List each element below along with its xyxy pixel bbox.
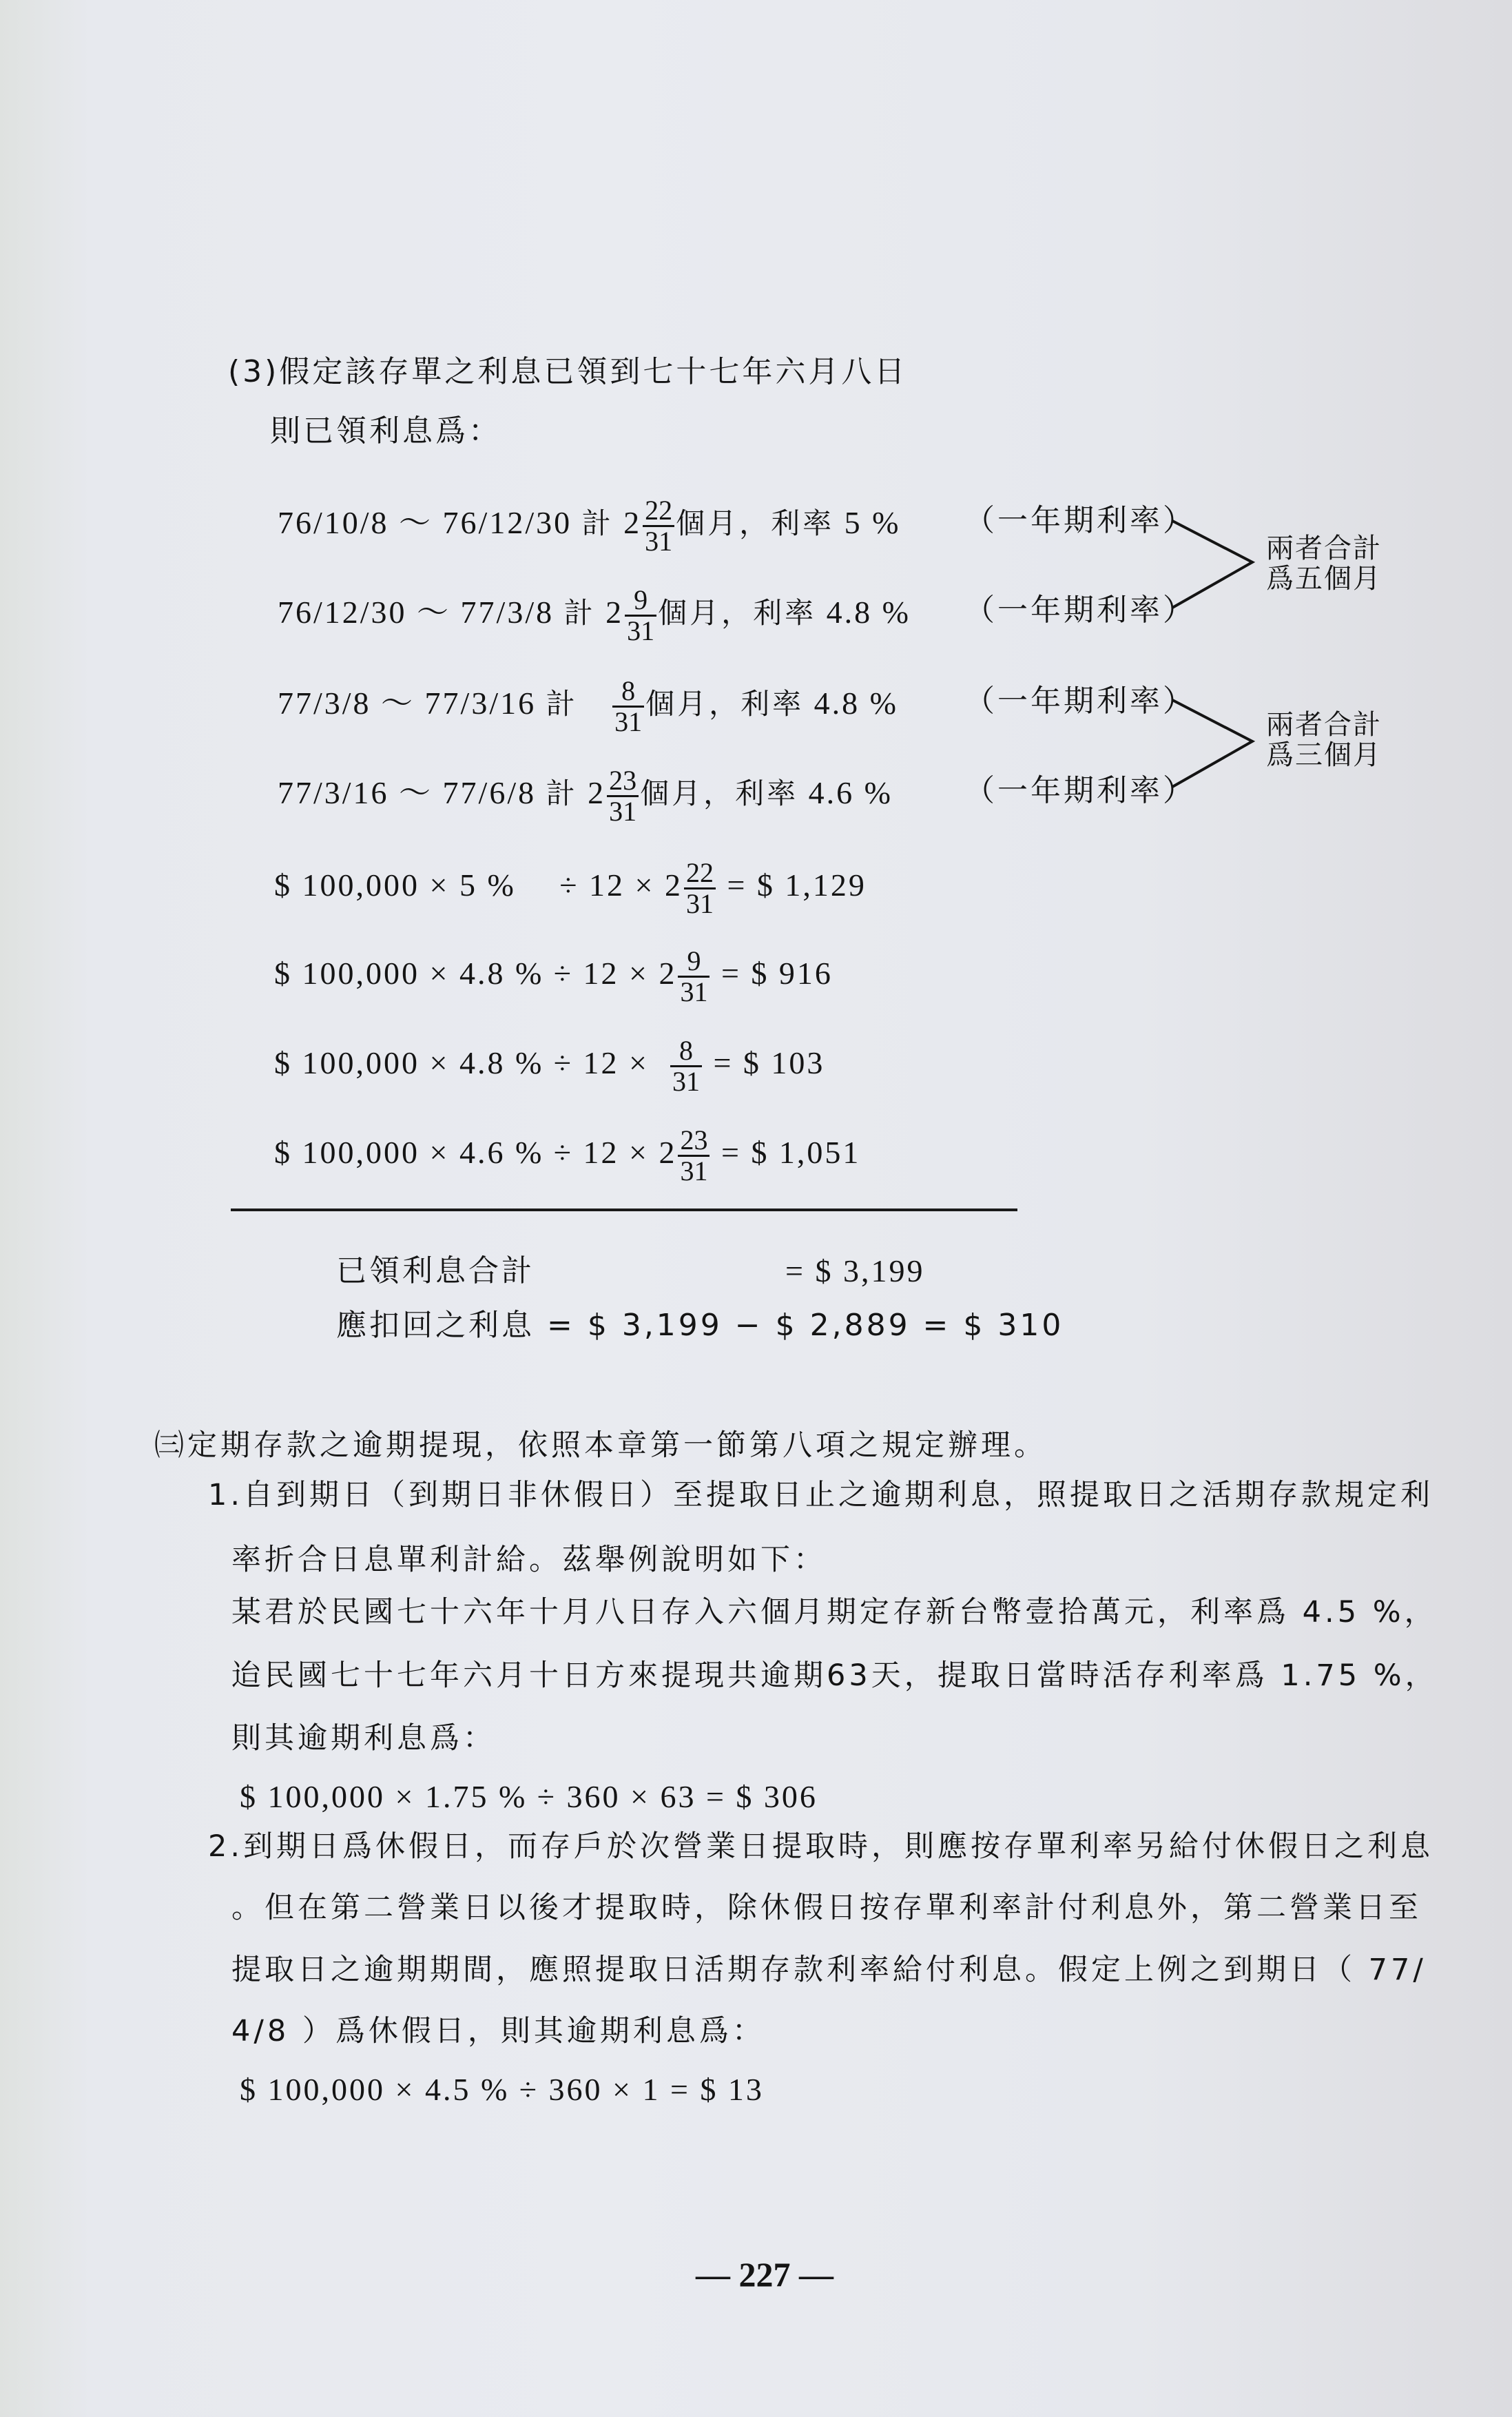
- fraction: $\frac{9}{31}$: [625, 586, 656, 646]
- brace-note-line: 爲三個月: [1266, 739, 1382, 771]
- brace-note: [1266, 533, 1382, 594]
- brace-note: [1266, 710, 1382, 770]
- rate-label: ，利率: [703, 776, 799, 811]
- paragraph-line: 1.自到期日（到期日非休假日）至提取日止之逾期利息，照提取日之活期存款規定利: [208, 1478, 1434, 1512]
- date-range: 76/12/30 ～ 77/3/8: [278, 595, 555, 630]
- fraction: $\frac{8}{31}$: [670, 1036, 702, 1096]
- rate-value: 5 %: [844, 505, 901, 541]
- formula: $ 100,000 × 1.75 % ÷ 360 × 63 = $ 306: [240, 1779, 818, 1814]
- date-range: 77/3/16 ～ 77/6/8: [278, 775, 537, 811]
- period-row: [278, 496, 901, 556]
- date-range: 76/10/8 ～ 76/12/30: [278, 505, 572, 541]
- calc-result: = $ 1,051: [721, 1135, 861, 1171]
- calc-expression: $ 100,000 × 4.8 % ÷ 12 ×: [274, 1045, 669, 1081]
- merge-bracket-icon: [1171, 517, 1261, 613]
- calculation-row: [274, 1126, 860, 1186]
- rate-label: ，利率: [739, 506, 835, 541]
- brace-note-line: 兩者合計: [1266, 533, 1382, 564]
- fraction: $\frac{9}{31}$: [678, 947, 710, 1007]
- calc-result: = $ 916: [721, 956, 833, 991]
- calc-expression: $ 100,000 × 4.8 % ÷ 12 × 2: [274, 956, 677, 991]
- rate-note: （一年期利率）: [964, 593, 1196, 628]
- sum-label: 已領利息合計: [336, 1253, 535, 1288]
- whole-months: 2: [623, 505, 642, 541]
- section-heading: (3)假定該存單之利息已領到七十七年六月八日: [228, 354, 908, 389]
- rate-note: （一年期利率）: [964, 683, 1196, 719]
- rate-value: 4.8 %: [826, 595, 911, 630]
- rate-label: ，利率: [721, 596, 817, 630]
- calc-expression: $ 100,000 × 5 % ÷ 12 × 2: [274, 867, 683, 903]
- sum-value: = $ 3,199: [785, 1253, 925, 1288]
- total-label: 計: [546, 687, 578, 721]
- paragraph-line: 。但在第二營業日以後才提取時，除休假日按存單利率計付利息外，第二營業日至: [231, 1891, 1422, 1925]
- rate-note: （一年期利率）: [964, 503, 1196, 538]
- rate-note: （一年期利率）: [964, 773, 1196, 808]
- rate-value: 4.8 %: [814, 686, 898, 721]
- calculation-row: [274, 858, 867, 918]
- intro-text: 則已領利息爲：: [270, 413, 501, 449]
- unit-label: 個月: [640, 776, 704, 811]
- paragraph-line: 則其逾期利息爲：: [231, 1721, 496, 1756]
- paragraph-line: 某君於民國七十六年十月八日存入六個月期定存新台幣壹拾萬元，利率爲 4.5 %，: [231, 1595, 1438, 1629]
- period-row: [278, 586, 911, 646]
- fraction: $\frac{23}{31}$: [607, 766, 639, 826]
- period-row: [278, 766, 893, 826]
- total-label: 計: [563, 596, 596, 630]
- paragraph-line: 迨民國七十七年六月十日方來提現共逾期63天，提取日當時活存利率爲 1.75 %，: [231, 1658, 1438, 1693]
- page-number: — 227 —: [696, 2255, 833, 2294]
- unit-label: 個月: [676, 506, 740, 541]
- paragraph-line: 提取日之逾期期間，應照提取日活期存款利率給付利息。假定上例之到期日（ 77/: [231, 1953, 1427, 1987]
- total-label: 計: [546, 776, 578, 811]
- rate-label: ，利率: [709, 687, 805, 721]
- rate-value: 4.6 %: [808, 775, 893, 811]
- total-label: 計: [581, 506, 614, 541]
- paragraph-line: 2.到期日爲休假日，而存戶於次營業日提取時，則應按存單利率另給付休假日之利息: [208, 1829, 1434, 1864]
- fraction: $\frac{23}{31}$: [678, 1126, 710, 1186]
- calc-result: = $ 103: [713, 1045, 825, 1081]
- calculation-row: [274, 947, 833, 1007]
- date-range: 77/3/8 ～ 77/3/16: [278, 686, 537, 721]
- unit-label: 個月: [658, 596, 722, 630]
- period-row: [278, 677, 898, 737]
- unit-label: 個月: [645, 687, 710, 721]
- calculation-row: [274, 1036, 825, 1096]
- fraction: $\frac{8}{31}$: [612, 677, 644, 737]
- whole-months: 2: [588, 775, 606, 811]
- paragraph-line: 4/8 ）爲休假日，則其逾期利息爲：: [231, 2014, 765, 2048]
- brace-note-line: 兩者合計: [1266, 709, 1382, 741]
- fraction: $\frac{22}{31}$: [684, 858, 716, 918]
- paragraph-line: 率折合日息單利計給。茲舉例說明如下：: [231, 1543, 827, 1577]
- formula: $ 100,000 × 4.5 % ÷ 360 × 1 = $ 13: [240, 2072, 764, 2107]
- deduct-interest: 應扣回之利息 = $ 3,199 − $ 2,889 = $ 310: [336, 1308, 1064, 1343]
- section-heading: ㈢定期存款之逾期提現，依照本章第一節第八項之規定辦理。: [154, 1428, 1047, 1463]
- calc-result: = $ 1,129: [727, 867, 867, 903]
- merge-bracket-icon: [1171, 696, 1261, 792]
- fraction: $\frac{22}{31}$: [643, 496, 674, 556]
- calc-expression: $ 100,000 × 4.6 % ÷ 12 × 2: [274, 1135, 677, 1171]
- sum-divider: [231, 1208, 1017, 1211]
- brace-note-line: 爲五個月: [1266, 563, 1382, 595]
- whole-months: 2: [605, 595, 624, 630]
